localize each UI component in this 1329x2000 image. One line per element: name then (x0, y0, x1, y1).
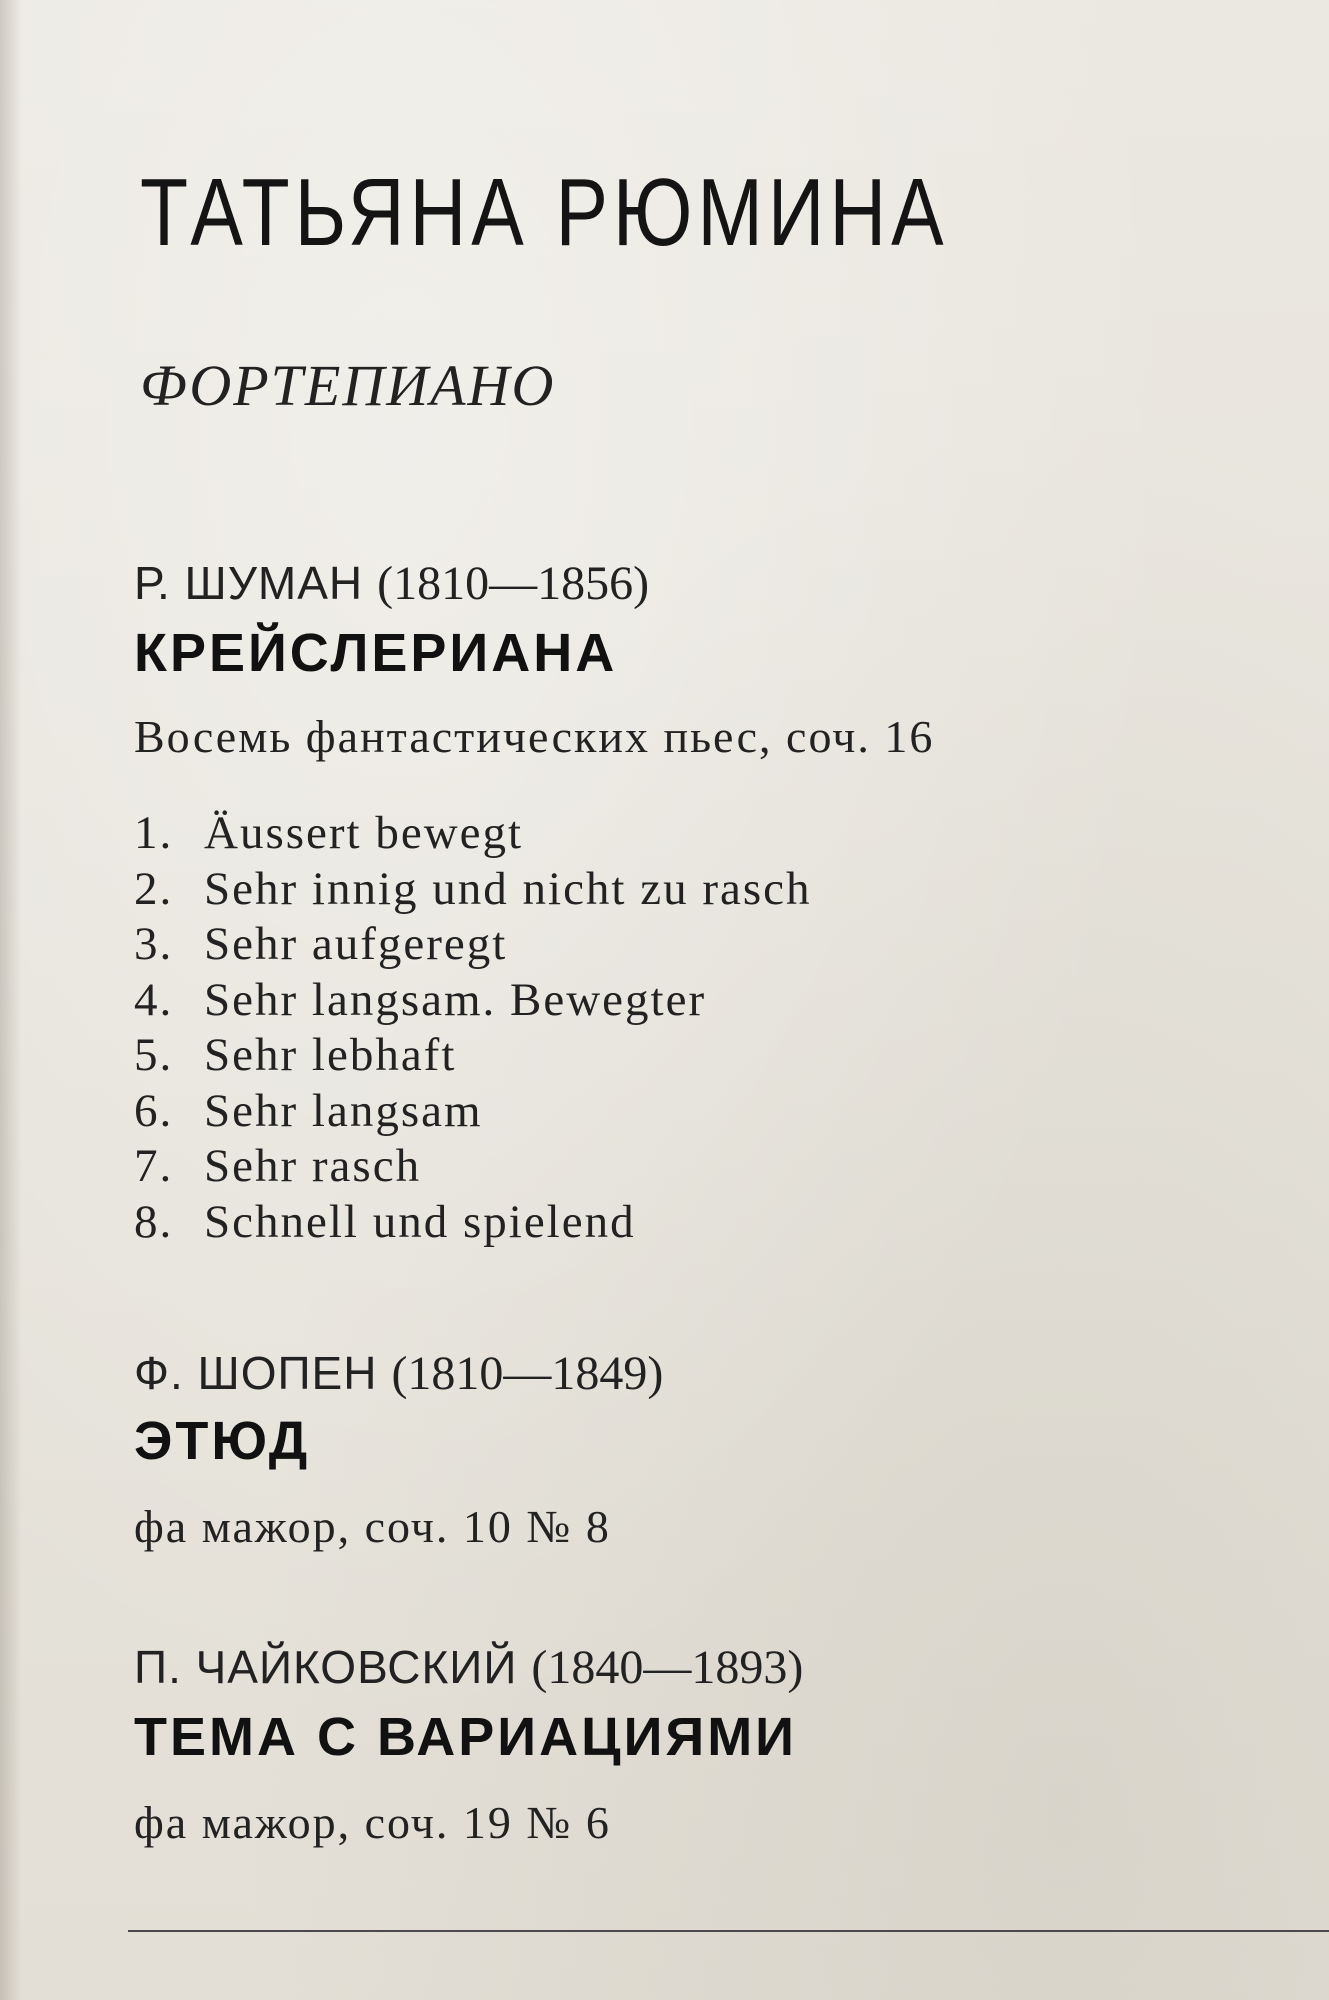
composer-name: Ф. ШОПЕН (134, 1347, 378, 1399)
list-item (134, 862, 812, 918)
movement-number: 4. (134, 973, 174, 1026)
movement-number: 6. (134, 1084, 174, 1137)
composer-name: Р. ШУМАН (134, 557, 364, 609)
paper-edge-shadow (0, 0, 22, 2000)
list-item (134, 1084, 812, 1140)
movement-number: 3. (134, 918, 174, 970)
list-item (134, 1028, 812, 1084)
work-title: ЭТЮД (134, 1411, 311, 1471)
composer-dates: (1810—1856) (377, 557, 650, 610)
movement-list (134, 806, 812, 1250)
movement-title: Schnell und spielend (204, 1195, 636, 1248)
bottom-divider (128, 1930, 1329, 1932)
list-item (134, 1195, 812, 1251)
work-subtitle: фа мажор, соч. 10 № 8 (134, 1501, 611, 1552)
composer-name: П. ЧАЙКОВСКИЙ (134, 1641, 518, 1693)
list-item (134, 1139, 812, 1195)
movement-number: 2. (134, 862, 174, 915)
list-item (134, 973, 812, 1029)
work-title: КРЕЙСЛЕРИАНА (134, 623, 618, 683)
instrument-label: ФОРТЕПИАНО (140, 353, 556, 418)
movement-number: 7. (134, 1140, 174, 1192)
movement-title: Sehr aufgeregt (204, 918, 508, 970)
movement-title: Sehr innig und nicht zu rasch (204, 862, 812, 915)
list-item (134, 806, 812, 862)
movement-title: Sehr rasch (204, 1140, 422, 1192)
movement-title: Sehr langsam (204, 1084, 483, 1137)
movement-number: 5. (134, 1029, 174, 1081)
work-subtitle: фа мажор, соч. 19 № 6 (134, 1797, 611, 1848)
work-subtitle: Восемь фантастических пьес, соч. 16 (134, 711, 935, 762)
composer-heading (134, 556, 649, 611)
composer-heading (134, 1346, 663, 1401)
list-item (134, 917, 812, 973)
movement-title: Sehr langsam. Bewegter (204, 973, 707, 1026)
composer-dates: (1840—1893) (531, 1641, 804, 1694)
work-title: ТЕМА С ВАРИАЦИЯМИ (134, 1707, 797, 1767)
composer-dates: (1810—1849) (391, 1347, 664, 1400)
movement-title: Sehr lebhaft (204, 1029, 457, 1081)
composer-heading (134, 1640, 803, 1695)
artist-name: ТАТЬЯНА РЮМИНА (140, 159, 949, 266)
movement-number: 8. (134, 1195, 174, 1248)
movement-number: 1. (134, 807, 174, 859)
movement-title: Äussert bewegt (204, 807, 524, 859)
